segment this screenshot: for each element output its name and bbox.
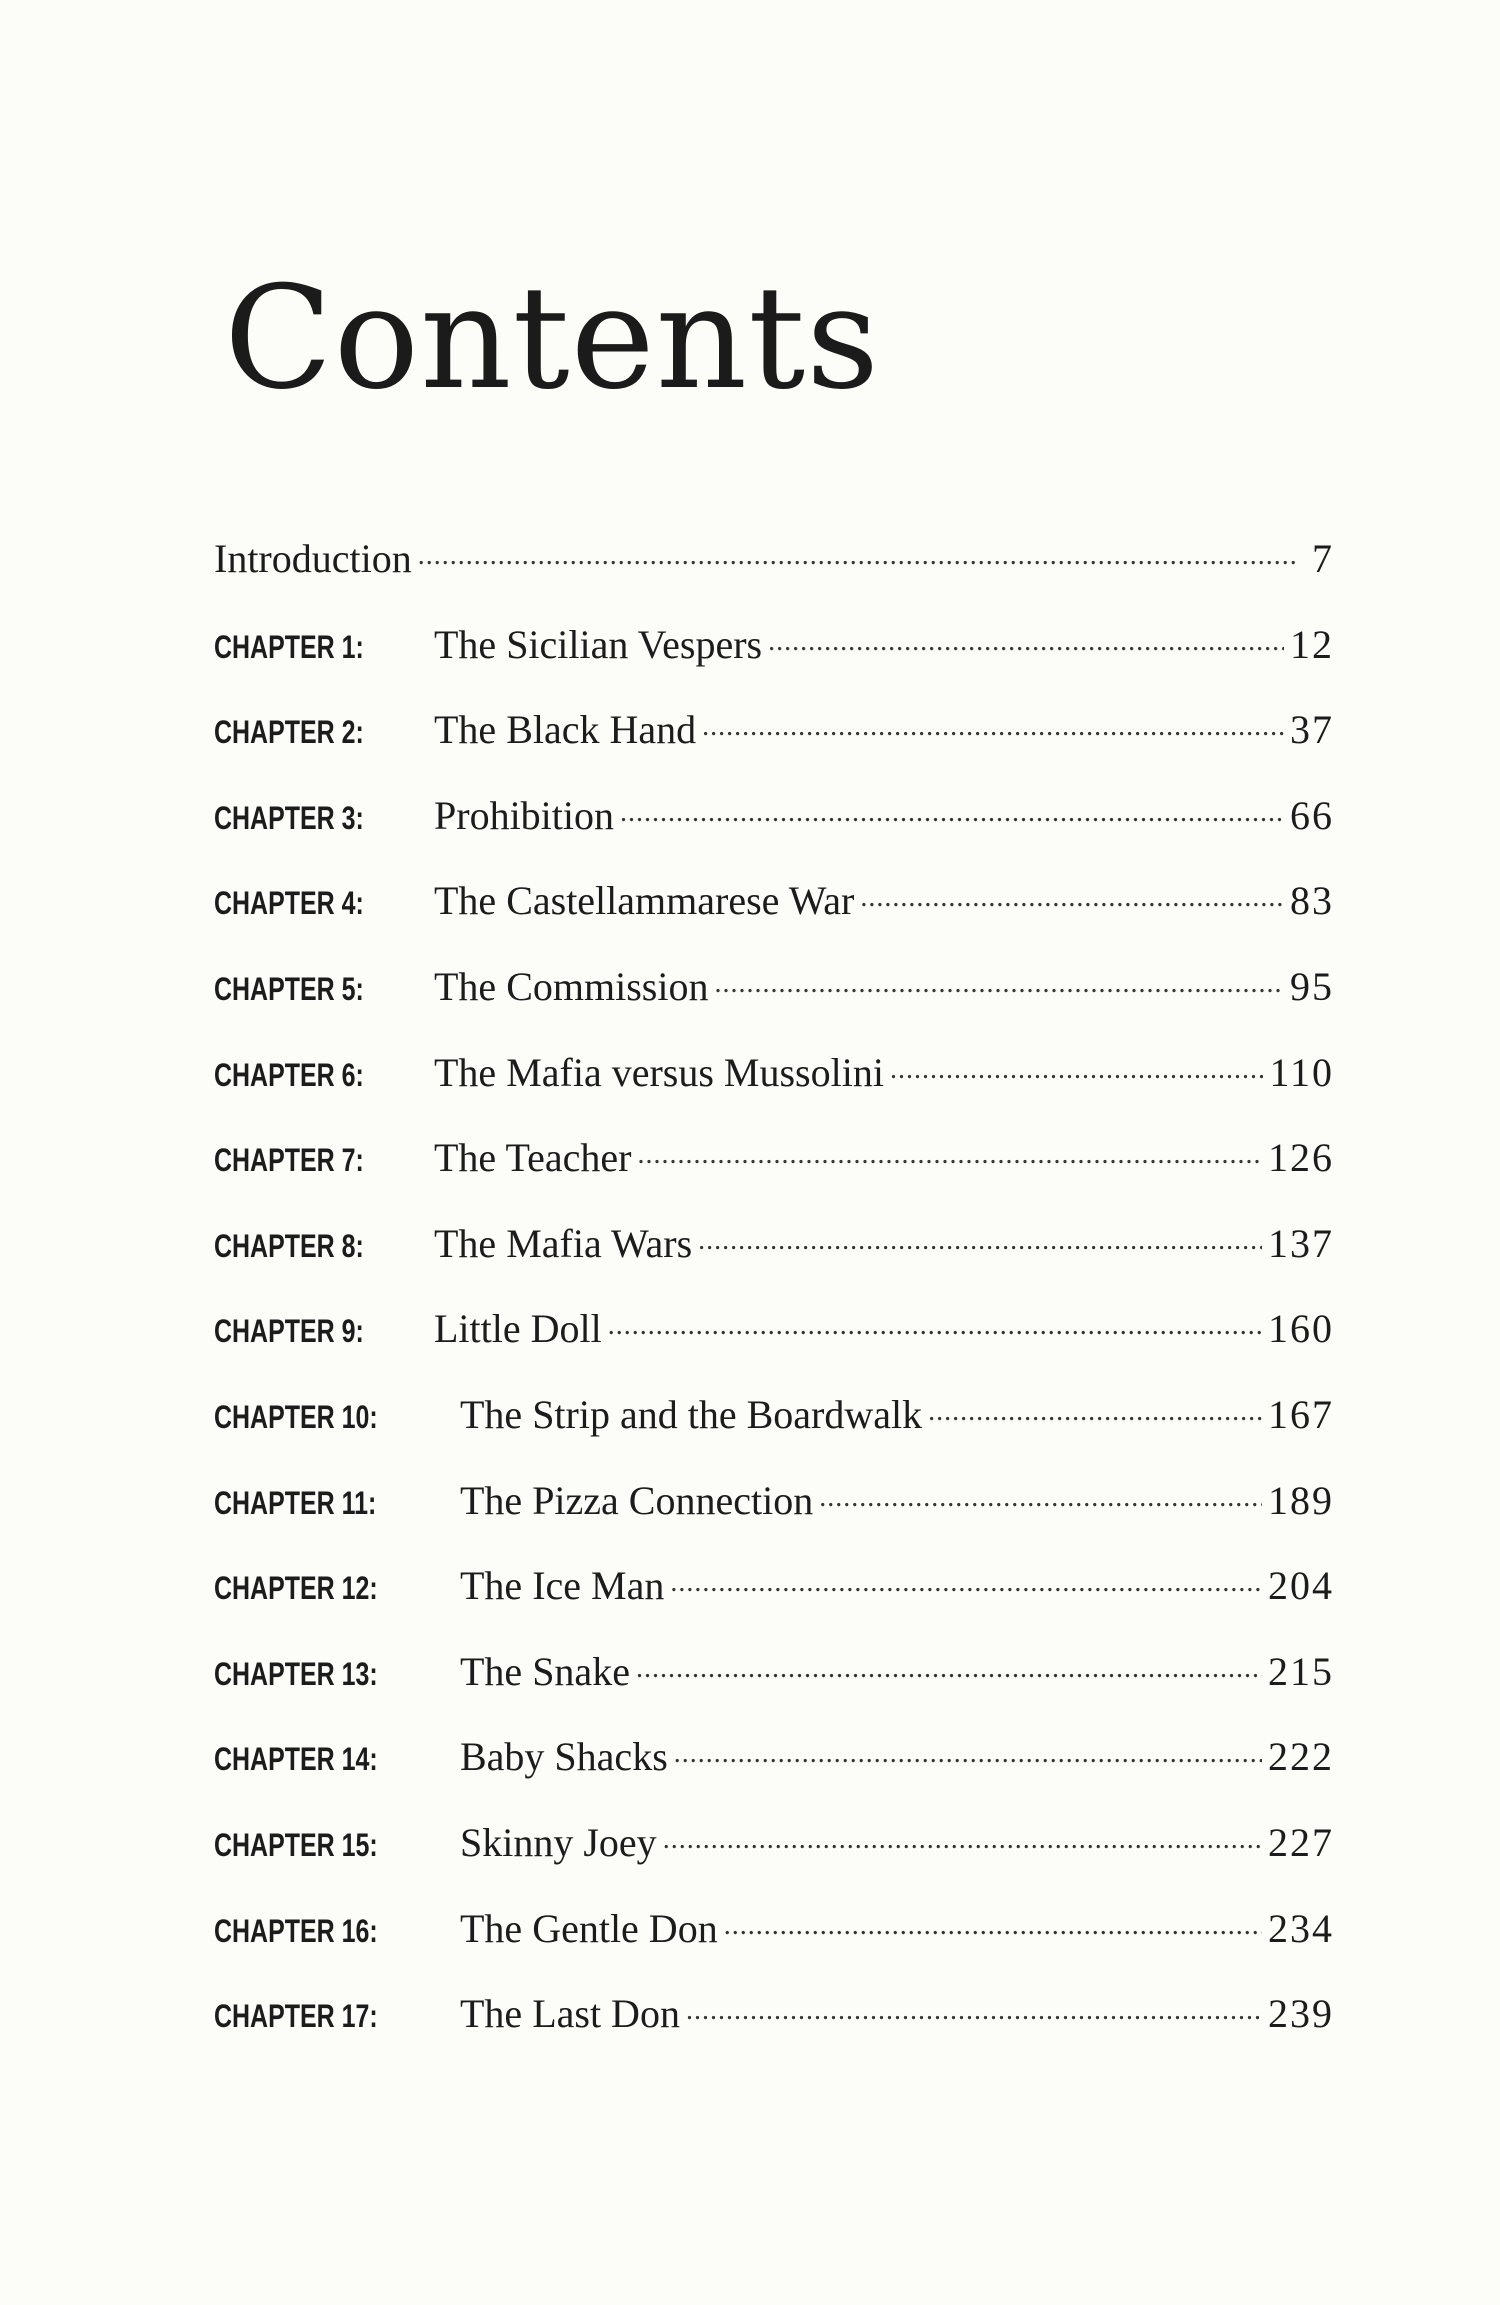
chapter-label: CHAPTER 7: [214, 1142, 364, 1179]
page-number: 95 [1290, 963, 1334, 1009]
entry-title: The Commission [434, 963, 709, 1009]
page-title: Contents [224, 256, 881, 421]
dot-leader [418, 532, 1298, 572]
entry-title: The Sicilian Vespers [434, 621, 763, 667]
entry-title: The Castellammarese War [434, 878, 855, 924]
page-number: 83 [1290, 878, 1334, 924]
entry-title: The Mafia Wars [434, 1220, 693, 1266]
chapter-label: CHAPTER 5: [214, 970, 364, 1007]
toc-entry-chapter-15[interactable] [214, 1816, 1334, 1902]
entry-title: The Black Hand [434, 707, 697, 753]
chapter-label: CHAPTER 14: [214, 1741, 378, 1778]
dot-leader [714, 960, 1284, 1000]
chapter-label: CHAPTER 2: [214, 714, 364, 751]
entry-title: The Strip and the Boardwalk [460, 1391, 923, 1437]
chapter-label: CHAPTER 1: [214, 628, 364, 665]
dot-leader [724, 1902, 1262, 1942]
entry-title: Introduction [214, 536, 412, 581]
chapter-label: CHAPTER 9: [214, 1313, 364, 1350]
toc-entry-chapter-12[interactable] [214, 1559, 1334, 1645]
chapter-label: CHAPTER 11: [214, 1484, 377, 1521]
toc-entry-introduction[interactable] [214, 532, 1334, 618]
toc-entry-chapter-1[interactable] [214, 618, 1334, 704]
dot-leader [928, 1388, 1262, 1428]
page-number: 204 [1268, 1563, 1334, 1609]
table-of-contents [214, 532, 1334, 2073]
entry-title: The Pizza Connection [460, 1477, 814, 1523]
page-number: 7 [1312, 536, 1334, 581]
entry-title: Little Doll [434, 1306, 602, 1352]
entry-title: Prohibition [434, 792, 615, 838]
dot-leader [860, 874, 1284, 914]
page-number: 137 [1268, 1220, 1334, 1266]
page-number: 227 [1268, 1819, 1334, 1865]
chapter-label: CHAPTER 3: [214, 799, 364, 836]
page-number: 37 [1290, 707, 1334, 753]
toc-entry-chapter-4[interactable] [214, 874, 1334, 960]
dot-leader [674, 1730, 1262, 1770]
dot-leader [890, 1046, 1264, 1086]
page-number: 234 [1268, 1905, 1334, 1951]
dot-leader [608, 1302, 1262, 1342]
page-number: 110 [1269, 1049, 1334, 1095]
chapter-label: CHAPTER 4: [214, 885, 364, 922]
toc-entry-chapter-5[interactable] [214, 960, 1334, 1046]
page-number: 126 [1268, 1135, 1334, 1181]
chapter-label: CHAPTER 6: [214, 1056, 364, 1093]
page-number: 12 [1290, 621, 1334, 667]
toc-entry-chapter-13[interactable] [214, 1645, 1334, 1731]
page-number: 239 [1268, 1991, 1334, 2037]
chapter-label: CHAPTER 17: [214, 1998, 378, 2035]
entry-title: The Gentle Don [460, 1905, 718, 1951]
dot-leader [670, 1559, 1262, 1599]
entry-title: The Last Don [460, 1991, 680, 2037]
page-number: 167 [1268, 1391, 1334, 1437]
dot-leader [663, 1816, 1262, 1856]
chapter-label: CHAPTER 13: [214, 1655, 378, 1692]
toc-entry-chapter-2[interactable] [214, 703, 1334, 789]
page-number: 66 [1290, 792, 1334, 838]
entry-title: Skinny Joey [460, 1819, 657, 1865]
chapter-label: CHAPTER 8: [214, 1227, 364, 1264]
chapter-label: CHAPTER 12: [214, 1570, 378, 1607]
toc-entry-chapter-17[interactable] [214, 1987, 1334, 2073]
toc-entry-chapter-8[interactable] [214, 1217, 1334, 1303]
entry-title: The Snake [460, 1648, 630, 1694]
toc-entry-chapter-10[interactable] [214, 1388, 1334, 1474]
chapter-label: CHAPTER 15: [214, 1826, 378, 1863]
toc-entry-chapter-6[interactable] [214, 1046, 1334, 1132]
dot-leader [698, 1217, 1262, 1257]
toc-entry-chapter-3[interactable] [214, 789, 1334, 875]
toc-entry-chapter-11[interactable] [214, 1474, 1334, 1560]
toc-entry-chapter-9[interactable] [214, 1302, 1334, 1388]
dot-leader [620, 789, 1284, 829]
toc-entry-chapter-7[interactable] [214, 1131, 1334, 1217]
page-number: 189 [1268, 1477, 1334, 1523]
page-number: 215 [1268, 1648, 1334, 1694]
entry-title: The Teacher [434, 1135, 632, 1181]
dot-leader [819, 1474, 1262, 1514]
dot-leader [636, 1645, 1262, 1685]
entry-title: The Mafia versus Mussolini [434, 1049, 884, 1095]
chapter-label: CHAPTER 16: [214, 1912, 378, 1949]
dot-leader [768, 618, 1284, 658]
toc-entry-chapter-16[interactable] [214, 1902, 1334, 1988]
toc-entry-chapter-14[interactable] [214, 1730, 1334, 1816]
dot-leader [686, 1987, 1262, 2027]
dot-leader [702, 703, 1284, 743]
entry-title: The Ice Man [460, 1563, 665, 1609]
page-number: 160 [1268, 1306, 1334, 1352]
chapter-label: CHAPTER 10: [214, 1398, 378, 1435]
dot-leader [637, 1131, 1262, 1171]
page-number: 222 [1268, 1734, 1334, 1780]
entry-title: Baby Shacks [460, 1734, 668, 1780]
